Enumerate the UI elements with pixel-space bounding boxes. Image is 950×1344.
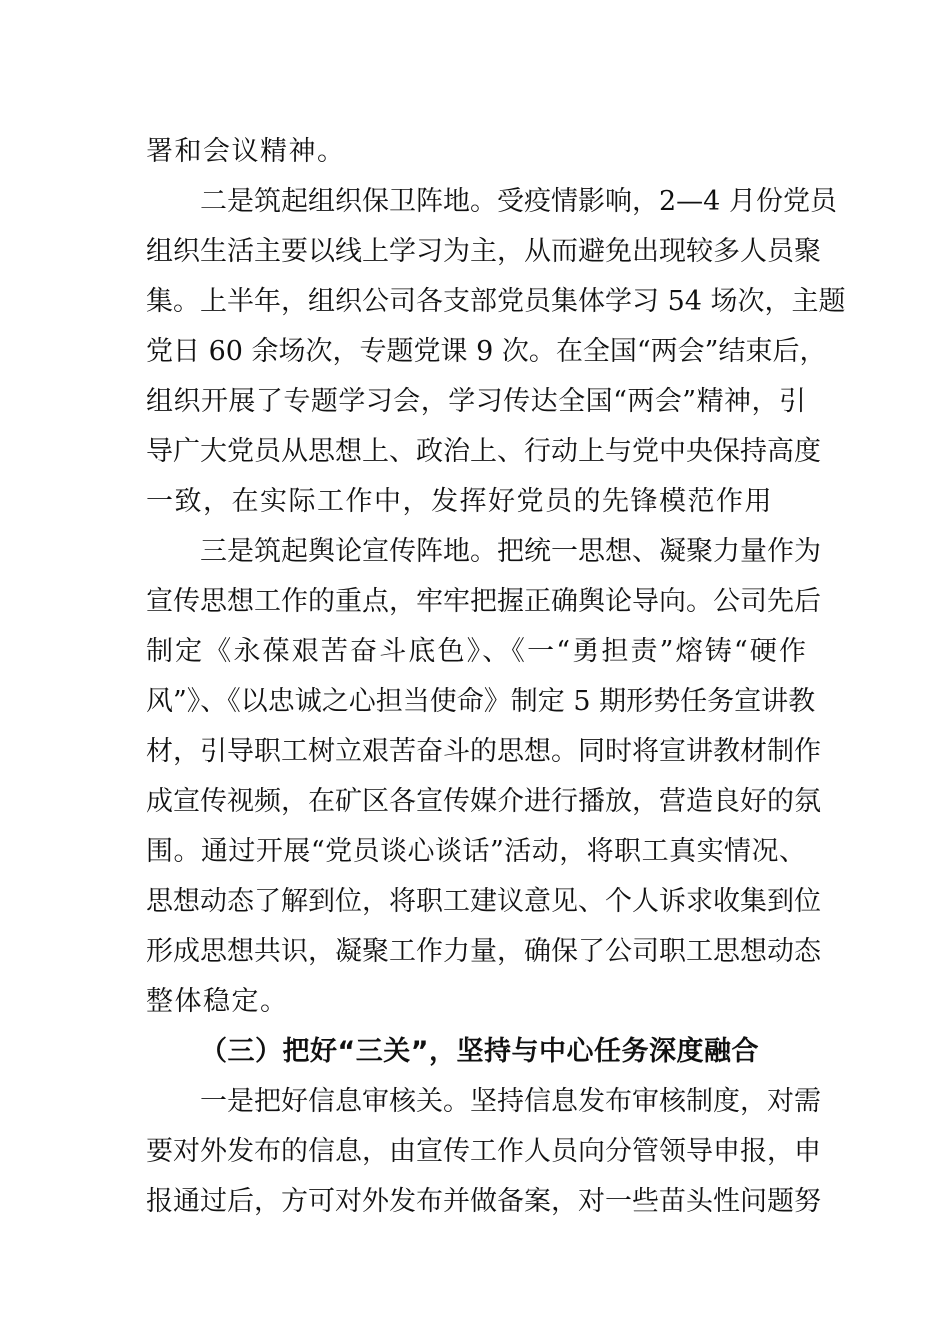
text-line: 三是筑起舆论宣传阵地。把统一思想、凝聚力量作为 [200, 536, 821, 567]
text-line: 材，引导职工树立艰苦奋斗的思想。同时将宣讲教材制作 [146, 736, 821, 767]
text-line: 二是筑起组织保卫阵地。受疫情影响，2—4 月份党员 [200, 186, 837, 217]
text-line: 整体稳定。 [146, 986, 289, 1017]
text-line: 集。上半年，组织公司各支部党员集体学习 54 场次，主题 [146, 286, 846, 317]
text-line: 报通过后，方可对外发布并做备案，对一些苗头性问题努 [146, 1186, 821, 1217]
text-line: 成宣传视频，在矿区各宣传媒介进行播放，营造良好的氛 [146, 786, 821, 817]
text-line: 一是把好信息审核关。坚持信息发布审核制度，对需 [200, 1086, 821, 1117]
text-line: 围。通过开展“党员谈心谈话”活动，将职工真实情况、 [146, 836, 806, 867]
section-heading: （三）把好“三关”，坚持与中心任务深度融合 [200, 1036, 759, 1067]
text-line: 署和会议精神。 [146, 136, 346, 167]
text-line: 要对外发布的信息，由宣传工作人员向分管领导申报，申 [146, 1136, 821, 1167]
text-line: 宣传思想工作的重点，牢牢把握正确舆论导向。公司先后 [146, 586, 821, 617]
text-line: 制定《永葆艰苦奋斗底色》、《一“勇担责”熔铸“硬作 [146, 636, 806, 667]
text-line: 风”》、《以忠诚之心担当使命》制定 5 期形势任务宣讲教 [146, 686, 816, 717]
text-line: 组织开展了专题学习会，学习传达全国“两会”精神，引 [146, 386, 806, 417]
text-line: 党日 60 余场次，专题党课 9 次。在全国“两会”结束后， [146, 336, 827, 367]
text-line: 一致，在实际工作中，发挥好党员的先锋模范作用 [146, 486, 773, 517]
text-line: 形成思想共识，凝聚工作力量，确保了公司职工思想动态 [146, 936, 821, 967]
text-line: 导广大党员从思想上、政治上、行动上与党中央保持高度 [146, 436, 821, 467]
text-line: 思想动态了解到位，将职工建议意见、个人诉求收集到位 [146, 886, 821, 917]
text-line: 组织生活主要以线上学习为主，从而避免出现较多人员聚 [146, 236, 821, 267]
